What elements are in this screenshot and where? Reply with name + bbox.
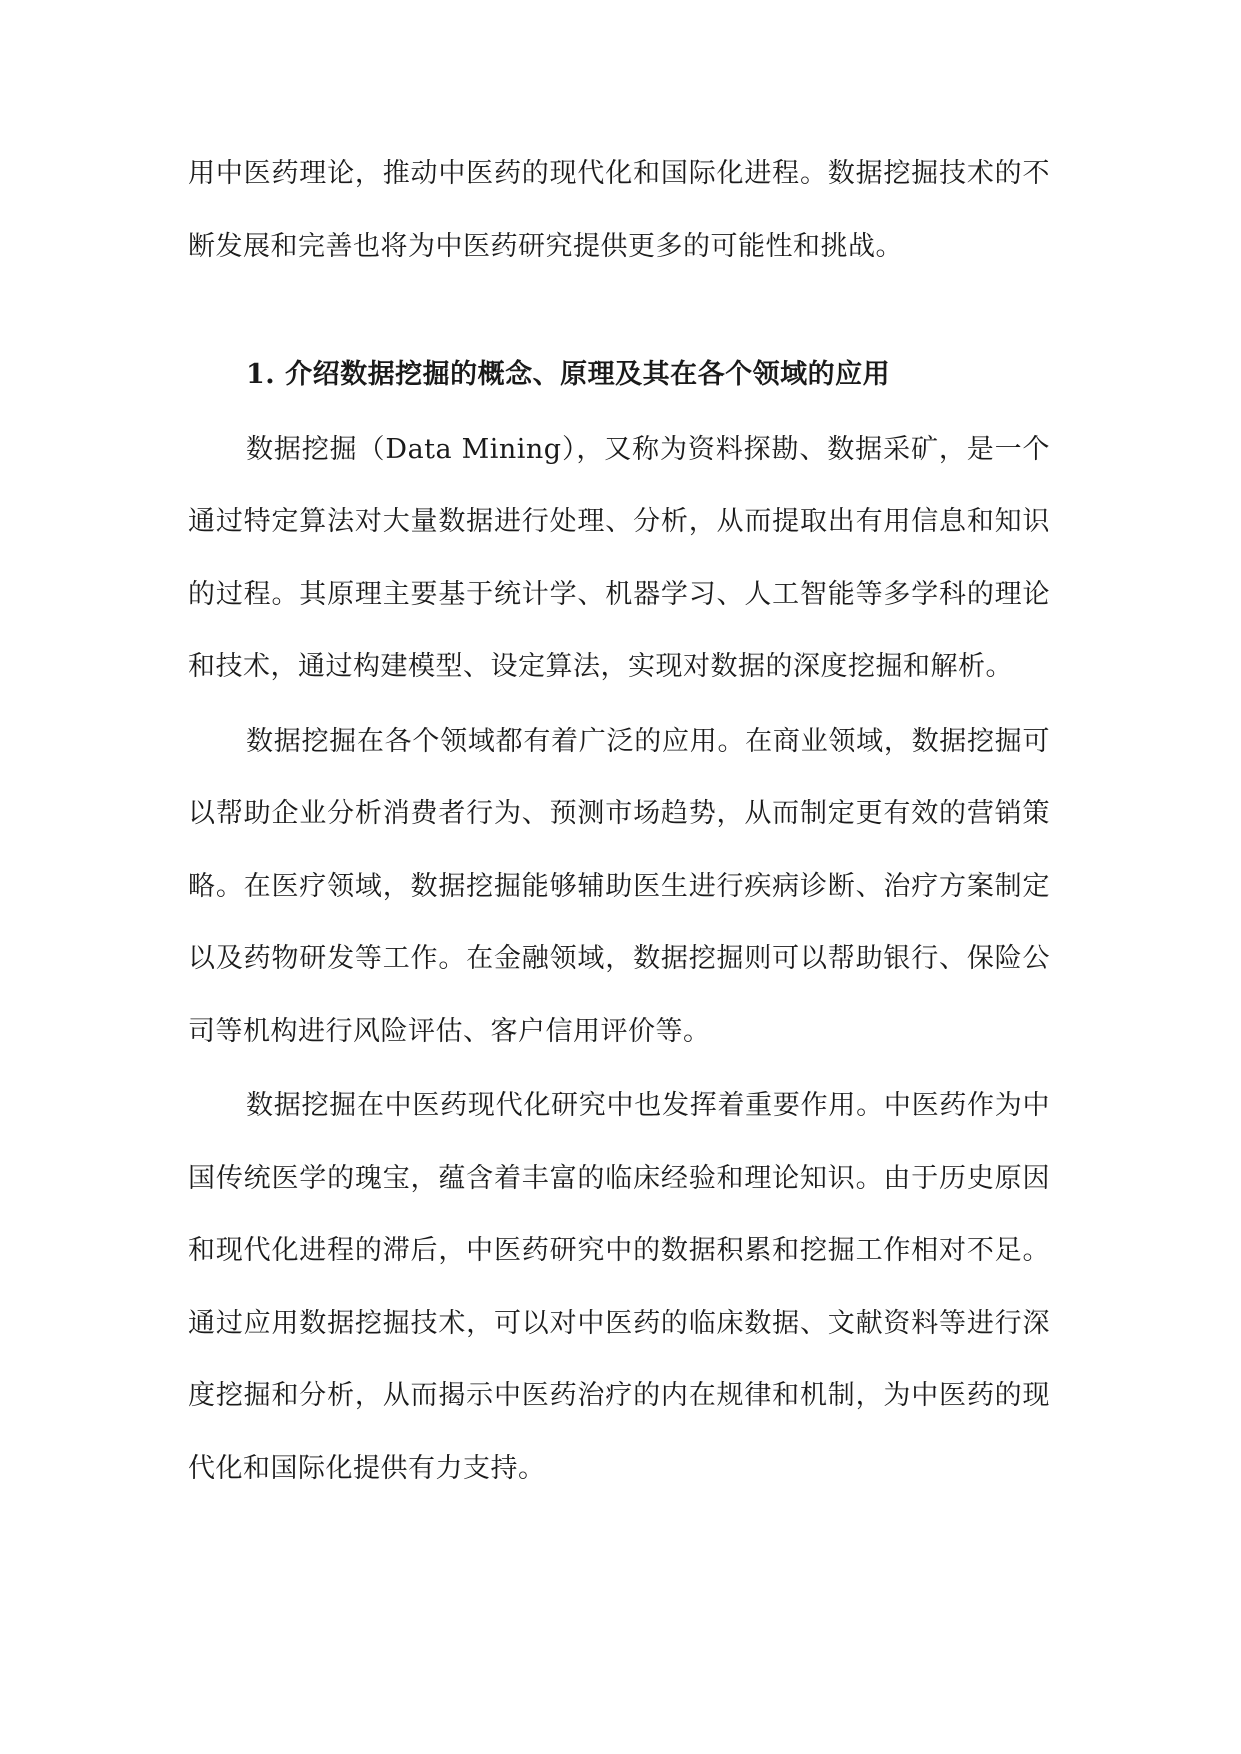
paragraph-definition: 数据挖掘（Data Mining），又称为资料探勘、数据采矿，是一个通过特定算法对大量数据进行处理、分析，从而提取出有用信息和知识的过程。其原理主要基于统计学、机器学习、人工智能等多学科的理论和技术，通过构建模型、设定算法，实现对数据的深度挖掘和解析。: [188, 433, 1050, 682]
paragraph-tcm-research: 数据挖掘在中医药现代化研究中也发挥着重要作用。中医药作为中国传统医学的瑰宝，蕴含着丰富的临床经验和理论知识。由于历史原因和现代化进程的滞后，中医药研究中的数据积累和挖掘工作相对不足。通过应用数据挖掘技术，可以对中医药的临床数据、文献资料等进行深度挖掘和分析，从而揭示中医药治疗的内在规律和机制，为中医药的现代化和国际化提供有力支持。: [188, 1090, 1050, 1484]
document-body: [188, 138, 1050, 1505]
section-heading: 1. 介绍数据挖掘的概念、原理及其在各个领域的应用: [246, 359, 891, 390]
paragraph-applications: 数据挖掘在各个领域都有着广泛的应用。在商业领域，数据挖掘可以帮助企业分析消费者行为、预测市场趋势，从而制定更有效的营销策略。在医疗领域，数据挖掘能够辅助医生进行疾病诊断、治疗方案制定以及药物研发等工作。在金融领域，数据挖掘则可以帮助银行、保险公司等机构进行风险评估、客户信用评价等。: [188, 725, 1050, 1047]
continuation-paragraph: 用中医药理论，推动中医药的现代化和国际化进程。数据挖掘技术的不断发展和完善也将为中医药研究提供更多的可能性和挑战。: [188, 158, 1050, 262]
